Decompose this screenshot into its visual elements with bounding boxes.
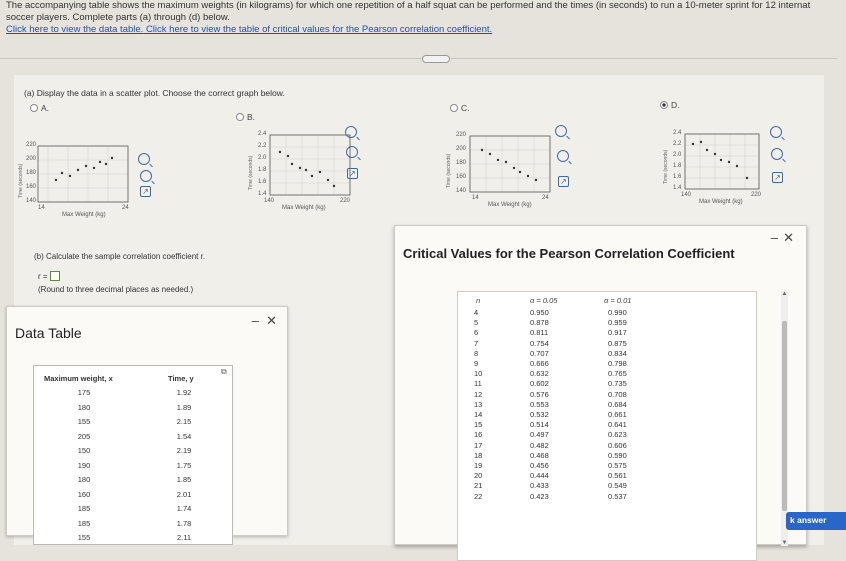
alpha-05-cell: 0.632 — [530, 369, 549, 379]
alpha-05-cell: 0.553 — [530, 399, 549, 409]
alpha-05-cell: 0.878 — [530, 318, 549, 328]
alpha-05-cell: 0.444 — [530, 471, 549, 481]
rounding-note: (Round to three decimal places as needed.) — [38, 285, 194, 294]
alpha-05-cell: 0.532 — [530, 410, 549, 419]
option-b-xtick-1: 220 — [340, 198, 351, 204]
option-a-ytick-1: 200 — [26, 156, 37, 162]
n-cell: 8 — [474, 348, 479, 358]
option-d-ytick-3: 1.8 — [673, 163, 682, 169]
zoom-out-icon[interactable] — [557, 150, 569, 162]
n-cell: 21 — [474, 481, 483, 491]
scatter-plot-a-svg — [38, 140, 138, 212]
critical-values-title: Critical Values for the Pearson Correlation Coefficient — [403, 246, 735, 261]
option-a-xlabel: Max Weight (kg) — [62, 212, 106, 218]
alpha-01-cell: 0.575 — [608, 461, 627, 470]
option-d-ytick-1: 2.2 — [673, 141, 682, 147]
option-c-ytick-0: 220 — [456, 132, 467, 138]
n-cell: 18 — [474, 450, 483, 460]
scrollbar[interactable] — [781, 291, 788, 546]
data-table-title: Data Table — [15, 325, 82, 341]
option-d-ytick-5: 1.4 — [673, 185, 682, 191]
option-b-ytick-1: 2.2 — [258, 143, 267, 149]
time-cell: 1.54 — [176, 431, 192, 441]
weight-cell: 175 — [77, 388, 91, 397]
weight-cell: 160 — [77, 489, 91, 499]
option-c-ytick-2: 180 — [456, 160, 467, 166]
option-b-ylabel: Time (seconds) — [248, 155, 254, 190]
option-c-label: C. — [461, 103, 470, 113]
time-cell: 2.15 — [176, 417, 192, 426]
option-c-ytick-3: 160 — [456, 174, 467, 180]
col-header-n: n — [476, 296, 481, 305]
weight-cell: 180 — [77, 402, 91, 412]
n-cell: 12 — [474, 389, 483, 399]
zoom-in-icon[interactable] — [555, 125, 567, 137]
n-cell: 13 — [474, 399, 483, 409]
time-cell: 1.74 — [176, 504, 192, 513]
alpha-05-cell: 0.468 — [530, 450, 549, 460]
col-header-weight: Maximum weight, x — [44, 374, 113, 383]
option-c-ylabel: Time (seconds) — [446, 153, 452, 188]
n-cell: 15 — [474, 420, 483, 430]
critical-values-table — [457, 291, 757, 561]
zoom-in-icon[interactable] — [345, 126, 357, 138]
time-cell: 1.85 — [176, 475, 192, 484]
weight-cell: 155 — [77, 533, 91, 542]
r-answer-row — [38, 271, 60, 281]
option-a-ytick-3: 160 — [26, 184, 37, 190]
time-cell: 2.01 — [176, 489, 192, 499]
option-d-ytick-4: 1.6 — [673, 174, 682, 180]
alpha-01-cell: 0.537 — [608, 491, 627, 501]
instructions-line2: soccer players. Complete parts (a) through (d) below. — [6, 12, 230, 23]
time-cell: 1.78 — [176, 518, 192, 528]
option-d-xtick-0: 140 — [681, 192, 692, 198]
alpha-05-cell: 0.707 — [530, 348, 549, 358]
time-cell: 1.92 — [176, 388, 192, 397]
divider — [0, 58, 837, 59]
alpha-05-cell: 0.456 — [530, 461, 549, 470]
option-b-xlabel: Max Weight (kg) — [282, 205, 326, 211]
option-b-label: B. — [247, 112, 256, 122]
alpha-01-cell: 0.834 — [608, 348, 627, 358]
view-data-table-link[interactable]: Click here to view the data table. — [6, 24, 144, 35]
time-cell: 2.19 — [176, 446, 192, 455]
alpha-05-cell: 0.482 — [530, 440, 549, 450]
option-c-ytick-1: 200 — [456, 146, 467, 152]
option-b-ytick-2: 2.0 — [258, 155, 267, 161]
option-a-ylabel: Time (seconds) — [18, 163, 24, 198]
scroll-up-icon[interactable]: ▲ — [781, 291, 788, 297]
option-c-xtick-1: 24 — [542, 195, 549, 201]
alpha-01-cell: 0.735 — [608, 379, 627, 389]
alpha-05-cell: 0.423 — [530, 491, 549, 501]
option-b-ytick-3: 1.8 — [258, 167, 267, 173]
alpha-01-cell: 0.708 — [608, 389, 627, 399]
scroll-down-icon[interactable]: ▼ — [781, 540, 788, 546]
part-a-prompt: (a) Display the data in a scatter plot. Choose the correct graph below. — [24, 88, 285, 98]
weight-cell: 150 — [77, 446, 91, 455]
n-cell: 10 — [474, 369, 483, 379]
scrollbar-thumb[interactable] — [782, 321, 787, 511]
alpha-05-cell: 0.666 — [530, 359, 549, 368]
option-a-xtick-1: 24 — [122, 205, 129, 211]
option-a-radio[interactable] — [30, 104, 38, 112]
option-a-ytick-2: 180 — [26, 170, 37, 176]
option-d-ytick-0: 2.4 — [673, 130, 682, 136]
time-cell: 1.89 — [176, 402, 192, 412]
copy-icon[interactable]: ⧉ — [221, 367, 227, 376]
option-c-xtick-0: 14 — [472, 195, 479, 201]
zoom-out-icon[interactable] — [346, 146, 358, 158]
alpha-01-cell: 0.661 — [608, 410, 627, 419]
option-d-radio[interactable] — [660, 101, 668, 109]
option-b-ytick-4: 1.6 — [258, 179, 267, 185]
option-a-ytick-0: 220 — [26, 142, 37, 148]
n-cell: 20 — [474, 471, 483, 481]
scatter-plot-a — [18, 140, 138, 218]
expand-graph-icon[interactable]: ↗ — [347, 168, 358, 179]
expand-graph-icon[interactable]: ↗ — [558, 176, 569, 187]
option-c-radio[interactable] — [450, 104, 458, 112]
time-cell: 1.75 — [176, 460, 192, 470]
alpha-05-cell: 0.602 — [530, 379, 549, 389]
n-cell: 9 — [474, 359, 479, 368]
option-b[interactable] — [236, 112, 255, 122]
alpha-05-cell: 0.576 — [530, 389, 549, 399]
alpha-01-cell: 0.641 — [608, 420, 627, 430]
alpha-01-cell: 0.765 — [608, 369, 627, 379]
weight-cell: 185 — [77, 504, 91, 513]
zoom-in-icon[interactable] — [138, 153, 150, 165]
alpha-05-cell: 0.950 — [530, 308, 549, 317]
n-cell: 5 — [474, 318, 479, 328]
option-d-ytick-2: 2.0 — [673, 152, 682, 158]
alpha-01-cell: 0.606 — [608, 440, 627, 450]
weight-cell: 185 — [77, 518, 91, 528]
option-d-xtick-1: 220 — [751, 192, 762, 198]
n-cell: 17 — [474, 440, 483, 450]
close-icon[interactable]: ✕ — [783, 230, 794, 245]
check-answer-button[interactable]: k answer — [786, 512, 846, 530]
option-d-ylabel: Time (seconds) — [663, 149, 669, 184]
critical-values-window — [394, 225, 807, 545]
alpha-01-cell: 0.684 — [608, 399, 627, 409]
instructions — [6, 0, 836, 36]
alpha-01-cell: 0.917 — [608, 328, 627, 338]
n-cell: 16 — [474, 430, 483, 440]
r-input[interactable] — [50, 271, 60, 281]
n-cell: 7 — [474, 338, 479, 348]
time-cell: 2.11 — [176, 533, 192, 542]
alpha-01-cell: 0.590 — [608, 450, 627, 460]
n-cell: 4 — [474, 308, 479, 317]
n-cell: 14 — [474, 410, 483, 419]
alpha-01-cell: 0.561 — [608, 471, 627, 481]
alpha-05-cell: 0.497 — [530, 430, 549, 440]
option-b-xtick-0: 140 — [264, 198, 275, 204]
n-cell: 11 — [474, 379, 482, 389]
alpha-01-cell: 0.990 — [608, 308, 627, 317]
option-d-xlabel: Max Weight (kg) — [699, 199, 743, 205]
alpha-05-cell: 0.514 — [530, 420, 549, 430]
expand-handle[interactable] — [422, 55, 450, 63]
alpha-01-cell: 0.875 — [608, 338, 627, 348]
data-table-window — [6, 306, 288, 542]
part-b-prompt: (b) Calculate the sample correlation coefficient r. — [34, 252, 206, 261]
view-critical-values-link[interactable]: Click here to view the table of critical values for the Pearson correlation coefficient. — [145, 24, 493, 35]
option-a-label: A. — [41, 103, 50, 113]
option-d[interactable] — [660, 100, 680, 110]
zoom-out-icon[interactable] — [140, 170, 152, 182]
weight-cell: 205 — [77, 431, 91, 441]
close-icon[interactable]: ✕ — [266, 313, 277, 328]
option-a-xtick-0: 14 — [38, 205, 45, 211]
zoom-out-icon[interactable] — [771, 148, 783, 160]
col-header-a05: α = 0.05 — [530, 296, 558, 305]
alpha-01-cell: 0.623 — [608, 430, 627, 440]
expand-graph-icon[interactable]: ↗ — [772, 172, 783, 183]
instructions-line1: The accompanying table shows the maximum weights (in kilograms) for which one repetition of a half squat can be performed and the times (in seconds) to run a 10-meter sprint for 12 internat — [6, 0, 811, 11]
n-cell: 19 — [474, 461, 483, 470]
option-a[interactable] — [30, 103, 49, 113]
option-c[interactable] — [450, 103, 470, 113]
alpha-01-cell: 0.959 — [608, 318, 627, 328]
alpha-05-cell: 0.754 — [530, 338, 549, 348]
alpha-01-cell: 0.798 — [608, 359, 627, 368]
alpha-05-cell: 0.811 — [530, 328, 549, 338]
option-a-ytick-4: 140 — [26, 198, 37, 204]
option-b-radio[interactable] — [236, 113, 244, 121]
weight-cell: 190 — [77, 460, 91, 470]
n-cell: 6 — [474, 328, 479, 338]
minimize-icon[interactable]: – — [251, 313, 259, 328]
r-label: r = — [38, 271, 48, 281]
data-table — [33, 365, 233, 545]
weight-cell: 155 — [77, 417, 91, 426]
zoom-in-icon[interactable] — [770, 126, 782, 138]
col-header-time: Time, y — [168, 374, 194, 383]
expand-graph-icon[interactable]: ↗ — [140, 186, 151, 197]
option-b-ytick-5: 1.4 — [258, 191, 267, 197]
col-header-a01: α = 0.01 — [604, 296, 632, 305]
alpha-05-cell: 0.433 — [530, 481, 549, 491]
weight-cell: 180 — [77, 475, 91, 484]
option-c-ytick-4: 140 — [456, 188, 467, 194]
scatter-plot-c — [446, 132, 560, 210]
option-c-xlabel: Max Weight (kg) — [488, 202, 532, 208]
minimize-icon[interactable]: – — [770, 230, 778, 245]
option-d-label: D. — [671, 100, 680, 110]
alpha-01-cell: 0.549 — [608, 481, 627, 491]
scatter-plot-d — [663, 130, 769, 205]
option-b-ytick-0: 2.4 — [258, 131, 267, 137]
n-cell: 22 — [474, 491, 483, 501]
